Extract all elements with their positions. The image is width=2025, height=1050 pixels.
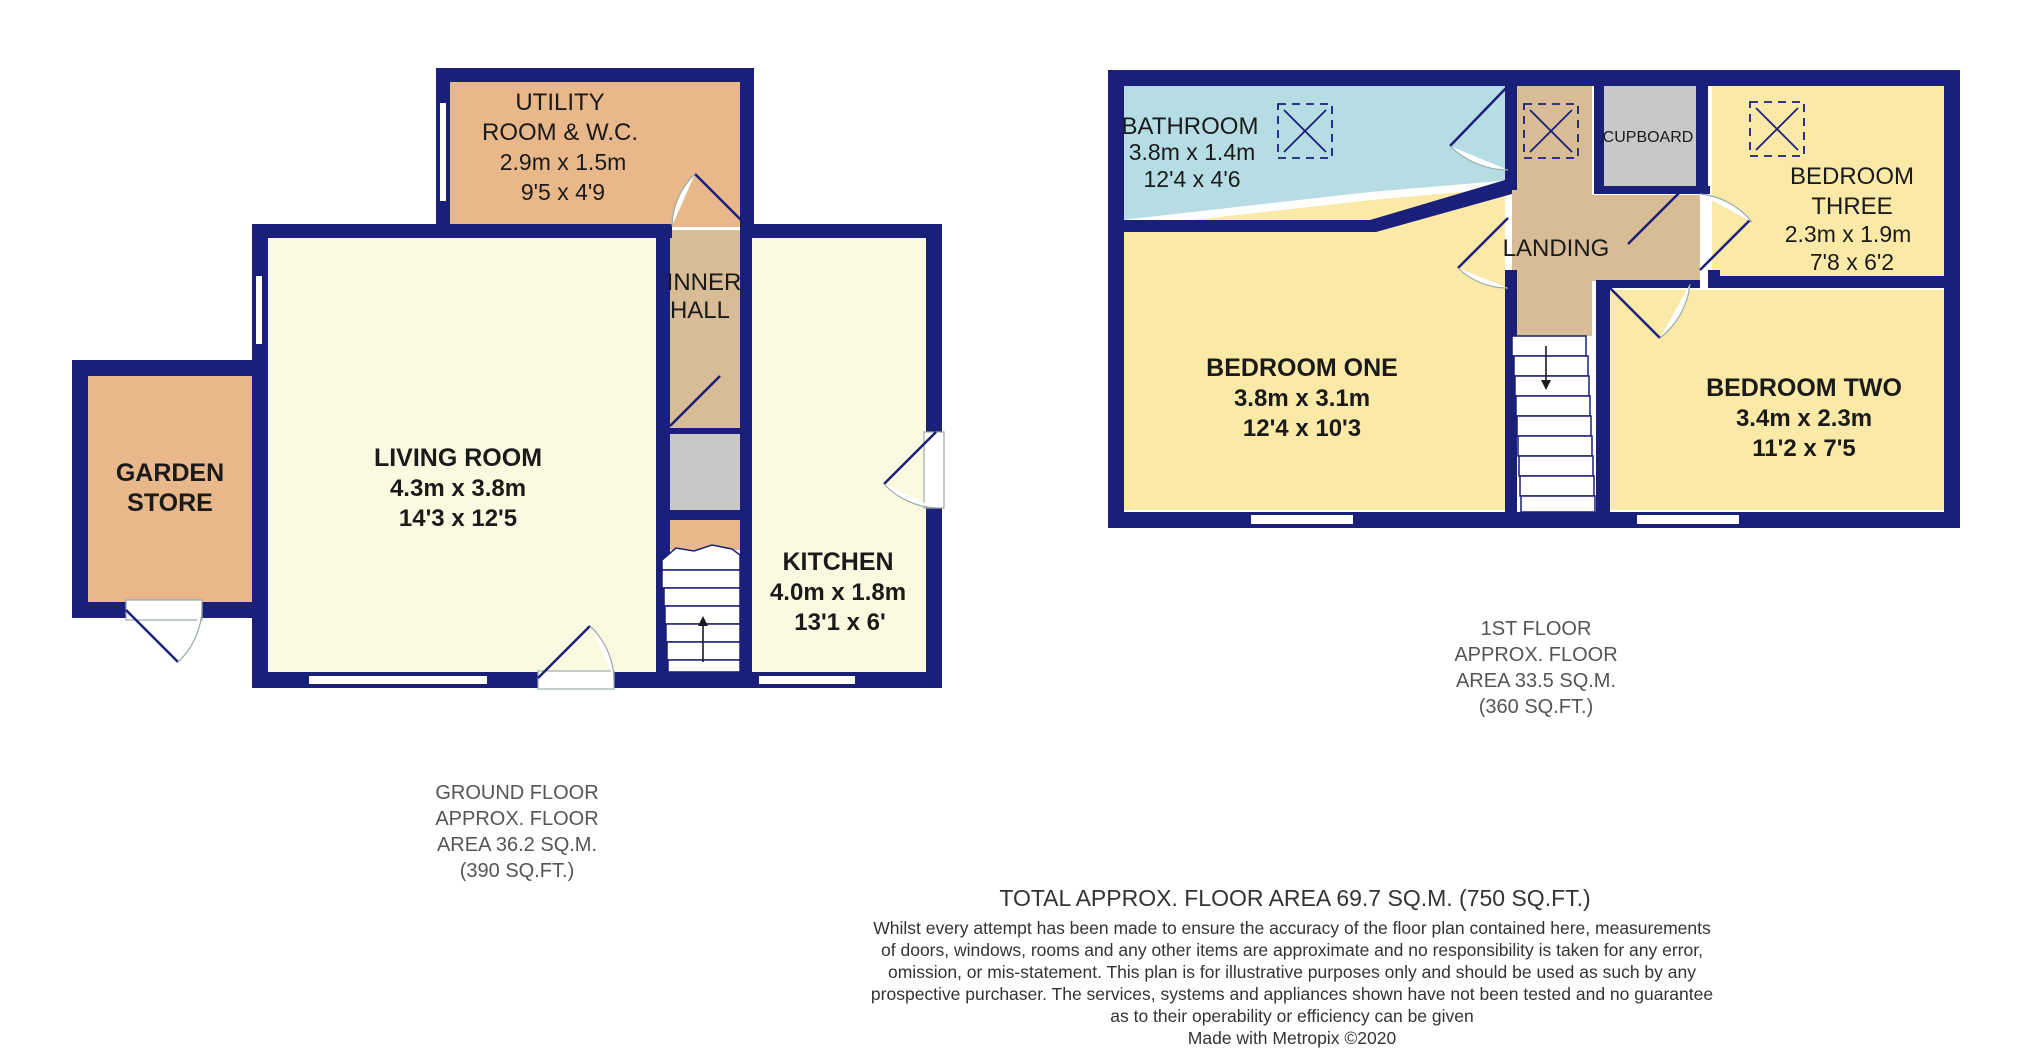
wall bbox=[1708, 276, 1960, 288]
wall bbox=[1505, 270, 1517, 528]
wall bbox=[1600, 280, 1700, 288]
bedroom-three-imperial: 7'8 x 6'2 bbox=[1809, 249, 1895, 275]
utility-room-imperial: 9'5 x 4'9 bbox=[520, 179, 606, 205]
ground-floor-caption-4: (390 SQ.FT.) bbox=[459, 860, 575, 882]
utility-room-name-1: UTILITY bbox=[515, 89, 605, 116]
bedroom-three-metric: 2.3m x 1.9m bbox=[1784, 221, 1912, 247]
credit: Made with Metropix ©2020 bbox=[1187, 1028, 1397, 1048]
disclaimer-line-2: of doors, windows, rooms and any other items are approximate and no responsibility is taken for any error, bbox=[881, 940, 1703, 960]
window bbox=[255, 275, 263, 345]
inner-hall-fill bbox=[668, 230, 742, 430]
bedroom-three-name-2: THREE bbox=[1811, 193, 1893, 220]
wall bbox=[252, 224, 672, 238]
wall bbox=[656, 428, 752, 434]
wall bbox=[72, 360, 88, 616]
wall bbox=[436, 68, 752, 82]
under-stairs-cupboard-fill bbox=[668, 430, 742, 510]
first-floor-stairs bbox=[1512, 336, 1595, 512]
ground-floor-plan bbox=[72, 68, 944, 882]
wall bbox=[1696, 70, 1708, 194]
ground-floor-caption-3: AREA 36.2 SQ.M. bbox=[436, 834, 598, 856]
disclaimer-line-3: omission, or mis-statement. This plan is for illustrative purposes only and should be used as such by any bbox=[888, 962, 1696, 982]
window bbox=[439, 102, 447, 202]
first-floor-caption-4: (360 SQ.FT.) bbox=[1478, 696, 1594, 718]
bathroom-metric: 3.8m x 1.4m bbox=[1128, 139, 1256, 165]
first-floor-caption-1: 1ST FLOOR bbox=[1480, 618, 1592, 640]
utility-room-metric: 2.9m x 1.5m bbox=[499, 149, 627, 175]
ground-floor-stairs bbox=[662, 545, 740, 672]
ground-floor-caption-1: GROUND FLOOR bbox=[435, 782, 599, 804]
window bbox=[1636, 514, 1740, 525]
bedroom-two-name: BEDROOM TWO bbox=[1706, 374, 1902, 402]
living-room-imperial: 14'3 x 12'5 bbox=[398, 505, 518, 532]
inner-hall-name-1: INNER bbox=[666, 269, 742, 296]
wall bbox=[1594, 186, 1710, 194]
first-floor-caption-3: AREA 33.5 SQ.M. bbox=[1455, 670, 1617, 692]
kitchen-fill bbox=[750, 238, 930, 672]
inner-hall-name-2: HALL bbox=[669, 297, 731, 324]
cupboard-name: CUPBOARD bbox=[1602, 129, 1694, 146]
bathroom-name: BATHROOM bbox=[1121, 113, 1259, 140]
window bbox=[1250, 514, 1354, 525]
living-room-name: LIVING ROOM bbox=[373, 444, 543, 472]
kitchen-imperial: 13'1 x 6' bbox=[794, 609, 886, 636]
wall bbox=[656, 510, 752, 520]
wall bbox=[1108, 70, 1958, 86]
garden-store-name-1: GARDEN bbox=[115, 459, 225, 487]
disclaimer-line-1: Whilst every attempt has been made to ensure the accuracy of the floor plan contained here, measurements bbox=[873, 918, 1711, 938]
kitchen-name: KITCHEN bbox=[782, 548, 894, 576]
footer bbox=[871, 885, 1713, 1048]
living-room-metric: 4.3m x 3.8m bbox=[389, 475, 527, 502]
ground-floor-caption-2: APPROX. FLOOR bbox=[435, 808, 599, 830]
wall bbox=[1596, 280, 1610, 528]
first-floor-plan bbox=[1108, 70, 1960, 718]
first-floor-caption-2: APPROX. FLOOR bbox=[1454, 644, 1618, 666]
window bbox=[308, 675, 488, 685]
wall bbox=[1944, 70, 1960, 528]
wall bbox=[740, 224, 752, 688]
kitchen-door-opening bbox=[924, 432, 944, 508]
disclaimer-line-4: prospective purchaser. The services, systems and appliances shown have not been tested and no guarantee bbox=[870, 984, 1714, 1004]
disclaimer-line-5: as to their operability or efficiency can be given bbox=[1110, 1006, 1474, 1026]
bedroom-one-name: BEDROOM ONE bbox=[1206, 354, 1398, 382]
wall bbox=[740, 224, 940, 238]
wall bbox=[1108, 512, 1960, 528]
landing-name: LANDING bbox=[1502, 235, 1610, 262]
bedroom-two-metric: 3.4m x 2.3m bbox=[1735, 405, 1873, 432]
bedroom-two-imperial: 11'2 x 7'5 bbox=[1752, 435, 1856, 462]
garden-store-name-2: STORE bbox=[127, 489, 213, 517]
front-door-opening bbox=[538, 671, 614, 689]
bedroom-three-name-1: BEDROOM bbox=[1789, 163, 1915, 190]
stair-landing-fill bbox=[668, 520, 742, 550]
bedroom-one-metric: 3.8m x 3.1m bbox=[1233, 385, 1371, 412]
window bbox=[758, 675, 856, 685]
bedroom-one-imperial: 12'4 x 10'3 bbox=[1242, 415, 1362, 442]
store-door-opening bbox=[126, 600, 202, 620]
bathroom-imperial: 12'4 x 4'6 bbox=[1143, 166, 1241, 192]
total-floor-area: TOTAL APPROX. FLOOR AREA 69.7 SQ.M. (750 SQ.FT.) bbox=[999, 885, 1591, 911]
utility-room-name-2: ROOM & W.C. bbox=[482, 119, 638, 146]
bedroom-one-fill bbox=[1122, 188, 1505, 510]
kitchen-metric: 4.0m x 1.8m bbox=[769, 579, 907, 606]
wall bbox=[72, 360, 268, 376]
wall bbox=[740, 68, 754, 238]
